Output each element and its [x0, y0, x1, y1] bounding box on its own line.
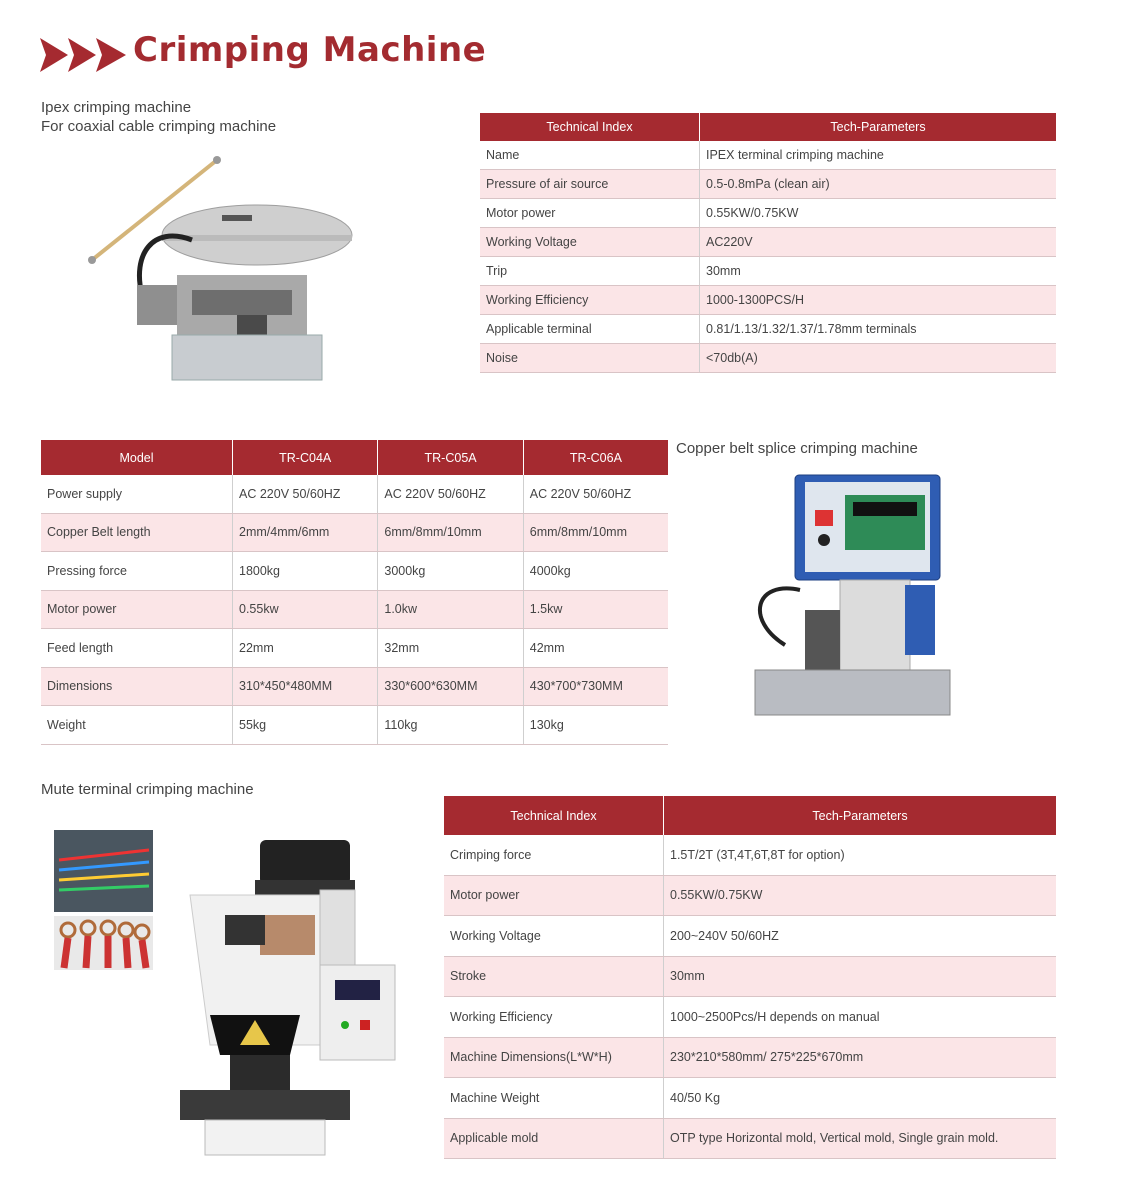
table-cell: 2mm/4mm/6mm: [233, 513, 378, 552]
table-cell: <70db(A): [700, 344, 1057, 373]
table-row: [41, 552, 668, 591]
column-header: TR-C05A: [378, 440, 523, 475]
table-cell: 1800kg: [233, 552, 378, 591]
caption-line: For coaxial cable crimping machine: [41, 118, 277, 135]
table-cell: 430*700*730MM: [523, 667, 668, 706]
table-cell: Feed length: [41, 629, 233, 668]
table-cell: Applicable terminal: [480, 315, 700, 344]
table-cell: 200~240V 50/60HZ: [664, 916, 1057, 957]
copper-belt-caption: Copper belt splice crimping machine: [676, 440, 918, 457]
table-cell: IPEX terminal crimping machine: [700, 141, 1057, 170]
table-cell: 0.55KW/0.75KW: [700, 199, 1057, 228]
table-cell: Power supply: [41, 475, 233, 513]
table-header-row: [444, 796, 1056, 835]
table-cell: 6mm/8mm/10mm: [378, 513, 523, 552]
table-cell: 42mm: [523, 629, 668, 668]
table-row: [444, 835, 1056, 875]
column-header: Technical Index: [480, 113, 700, 141]
table-row: [41, 590, 668, 629]
copper-belt-spec-table: [41, 440, 668, 745]
table-cell: 4000kg: [523, 552, 668, 591]
table-cell: Weight: [41, 706, 233, 745]
wire-sample-image: [54, 830, 153, 912]
table-row: [444, 997, 1056, 1038]
table-cell: Pressing force: [41, 552, 233, 591]
table-cell: Noise: [480, 344, 700, 373]
table-cell: 32mm: [378, 629, 523, 668]
table-cell: Pressure of air source: [480, 170, 700, 199]
table-cell: Machine Weight: [444, 1078, 664, 1119]
table-cell: 40/50 Kg: [664, 1078, 1057, 1119]
column-header: Model: [41, 440, 233, 475]
table-cell: 22mm: [233, 629, 378, 668]
table-row: [480, 315, 1056, 344]
ipex-caption: [41, 98, 276, 136]
caption-line: Ipex crimping machine: [41, 99, 192, 116]
table-cell: 0.81/1.13/1.32/1.37/1.78mm terminals: [700, 315, 1057, 344]
table-row: [444, 956, 1056, 997]
table-header-row: [41, 440, 668, 475]
table-cell: 1000-1300PCS/H: [700, 286, 1057, 315]
table-cell: 30mm: [700, 257, 1057, 286]
table-cell: 110kg: [378, 706, 523, 745]
column-header: Tech-Parameters: [700, 113, 1057, 141]
mute-terminal-caption: Mute terminal crimping machine: [41, 781, 254, 798]
table-cell: Working Voltage: [444, 916, 664, 957]
table-row: [480, 257, 1056, 286]
table-row: [480, 141, 1056, 170]
ipex-spec-table: [480, 113, 1056, 373]
table-row: [41, 706, 668, 745]
table-cell: Applicable mold: [444, 1118, 664, 1159]
table-row: [480, 286, 1056, 315]
copper-belt-machine-image: [745, 470, 960, 725]
table-cell: Dimensions: [41, 667, 233, 706]
table-cell: 1.5kw: [523, 590, 668, 629]
table-cell: AC 220V 50/60HZ: [233, 475, 378, 513]
table-cell: 1.0kw: [378, 590, 523, 629]
table-cell: 55kg: [233, 706, 378, 745]
table-cell: Machine Dimensions(L*W*H): [444, 1037, 664, 1078]
table-cell: 30mm: [664, 956, 1057, 997]
table-row: [480, 199, 1056, 228]
table-row: [480, 228, 1056, 257]
table-cell: AC 220V 50/60HZ: [378, 475, 523, 513]
page-title: Crimping Machine: [133, 30, 487, 70]
table-cell: Working Efficiency: [480, 286, 700, 315]
table-row: [41, 513, 668, 552]
table-cell: 0.55KW/0.75KW: [664, 875, 1057, 916]
table-cell: Motor power: [480, 199, 700, 228]
mute-terminal-machine-image: [170, 835, 400, 1160]
table-row: [480, 344, 1056, 373]
table-cell: Working Voltage: [480, 228, 700, 257]
table-cell: AC220V: [700, 228, 1057, 257]
table-cell: 3000kg: [378, 552, 523, 591]
triple-arrow-icon: [38, 36, 128, 74]
table-cell: Name: [480, 141, 700, 170]
table-cell: AC 220V 50/60HZ: [523, 475, 668, 513]
table-cell: OTP type Horizontal mold, Vertical mold, Single grain mold.: [664, 1118, 1057, 1159]
table-row: [41, 667, 668, 706]
column-header: Technical Index: [444, 796, 664, 835]
table-cell: Copper Belt length: [41, 513, 233, 552]
table-cell: Trip: [480, 257, 700, 286]
column-header: TR-C06A: [523, 440, 668, 475]
table-row: [41, 629, 668, 668]
table-cell: 1.5T/2T (3T,4T,6T,8T for option): [664, 835, 1057, 875]
ring-terminal-image: [54, 916, 153, 970]
table-cell: 130kg: [523, 706, 668, 745]
table-cell: 6mm/8mm/10mm: [523, 513, 668, 552]
table-cell: 330*600*630MM: [378, 667, 523, 706]
mute-terminal-spec-table: [444, 796, 1056, 1159]
table-header-row: [480, 113, 1056, 141]
table-row: [444, 1078, 1056, 1119]
table-row: [480, 170, 1056, 199]
column-header: Tech-Parameters: [664, 796, 1057, 835]
table-cell: Stroke: [444, 956, 664, 997]
table-cell: Working Efficiency: [444, 997, 664, 1038]
table-row: [41, 475, 668, 513]
column-header: TR-C04A: [233, 440, 378, 475]
table-cell: Motor power: [444, 875, 664, 916]
table-cell: Motor power: [41, 590, 233, 629]
table-row: [444, 1037, 1056, 1078]
table-cell: 0.55kw: [233, 590, 378, 629]
table-cell: 1000~2500Pcs/H depends on manual: [664, 997, 1057, 1038]
table-cell: 230*210*580mm/ 275*225*670mm: [664, 1037, 1057, 1078]
table-cell: Crimping force: [444, 835, 664, 875]
table-row: [444, 916, 1056, 957]
table-row: [444, 875, 1056, 916]
table-cell: 310*450*480MM: [233, 667, 378, 706]
ipex-machine-image: [82, 155, 362, 395]
table-row: [444, 1118, 1056, 1159]
table-cell: 0.5-0.8mPa (clean air): [700, 170, 1057, 199]
